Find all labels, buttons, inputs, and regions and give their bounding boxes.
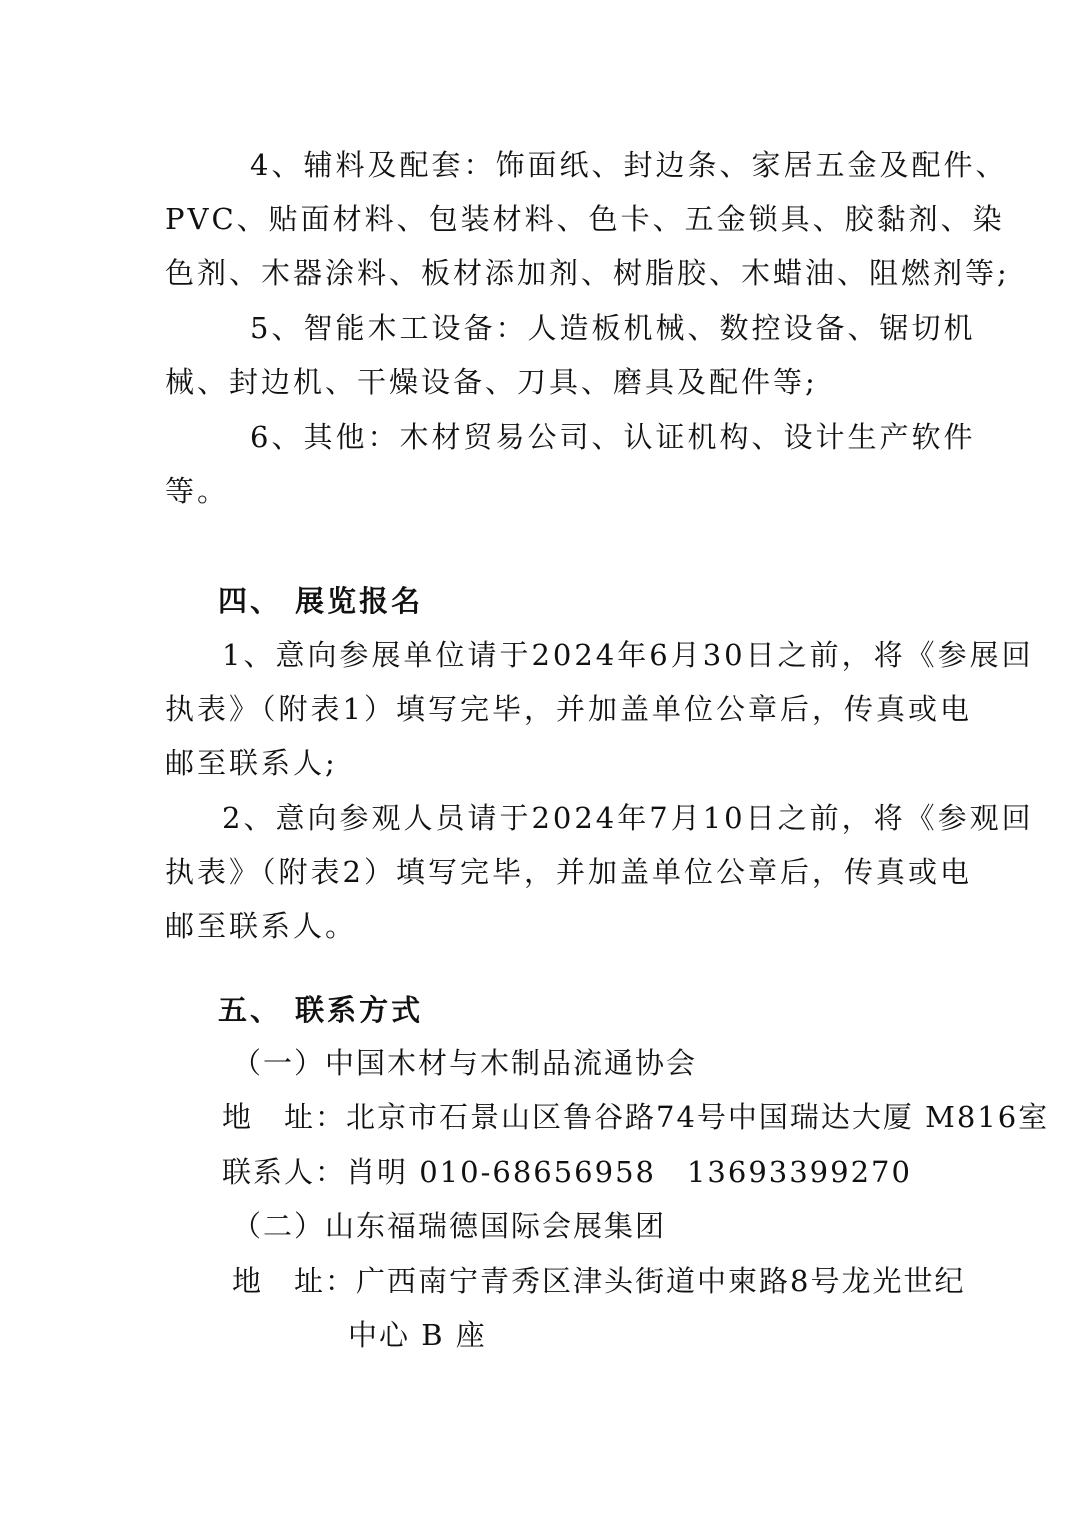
- organization-2-address-line-1: 地 址：广西南宁青秀区津头街道中柬路8号龙光世纪: [232, 1264, 966, 1298]
- organization-1-address: 地 址：北京市石景山区鲁谷路74号中国瑞达大厦 M816室: [222, 1100, 1050, 1134]
- list-item-6-line-1: 6、其他：木材贸易公司、认证机构、设计生产软件: [250, 420, 976, 454]
- list-item-5-line-2: 械、封边机、干燥设备、刀具、磨具及配件等;: [165, 365, 818, 399]
- section-4-paragraph-2-line-3: 邮至联系人。: [165, 909, 358, 943]
- section-4-paragraph-1-line-2: 执表》（附表1）填写完毕，并加盖单位公章后，传真或电: [165, 692, 972, 726]
- organization-1-contact: 联系人：肖明 010-68656958 13693399270: [222, 1155, 912, 1189]
- section-4-paragraph-1-line-1: 1、意向参展单位请于2024年6月30日之前，将《参展回: [222, 638, 1034, 672]
- organization-1-name: （一）中国木材与木制品流通协会: [232, 1046, 698, 1080]
- section-4-paragraph-2-line-2: 执表》（附表2）填写完毕，并加盖单位公章后，传真或电: [165, 855, 972, 889]
- list-item-4-line-1: 4、辅料及配套：饰面纸、封边条、家居五金及配件、: [250, 148, 1008, 182]
- list-item-6-line-2: 等。: [165, 474, 230, 508]
- section-4-paragraph-2-line-1: 2、意向参观人员请于2024年7月10日之前，将《参观回: [222, 801, 1034, 835]
- organization-2-address-line-2: 中心 B 座: [348, 1318, 487, 1352]
- list-item-4-line-2: PVC、贴面材料、包装材料、色卡、五金锁具、胶黏剂、染: [165, 202, 1005, 236]
- section-4-paragraph-1-line-3: 邮至联系人;: [165, 746, 338, 780]
- section-5-heading: 五、 联系方式: [218, 993, 424, 1027]
- list-item-5-line-1: 5、智能木工设备：人造板机械、数控设备、锯切机: [250, 311, 976, 345]
- organization-2-name: （二）山东福瑞德国际会展集团: [232, 1209, 667, 1243]
- section-4-heading: 四、 展览报名: [218, 584, 424, 618]
- list-item-4-line-3: 色剂、木器涂料、板材添加剂、树脂胶、木蜡油、阻燃剂等;: [165, 256, 1010, 290]
